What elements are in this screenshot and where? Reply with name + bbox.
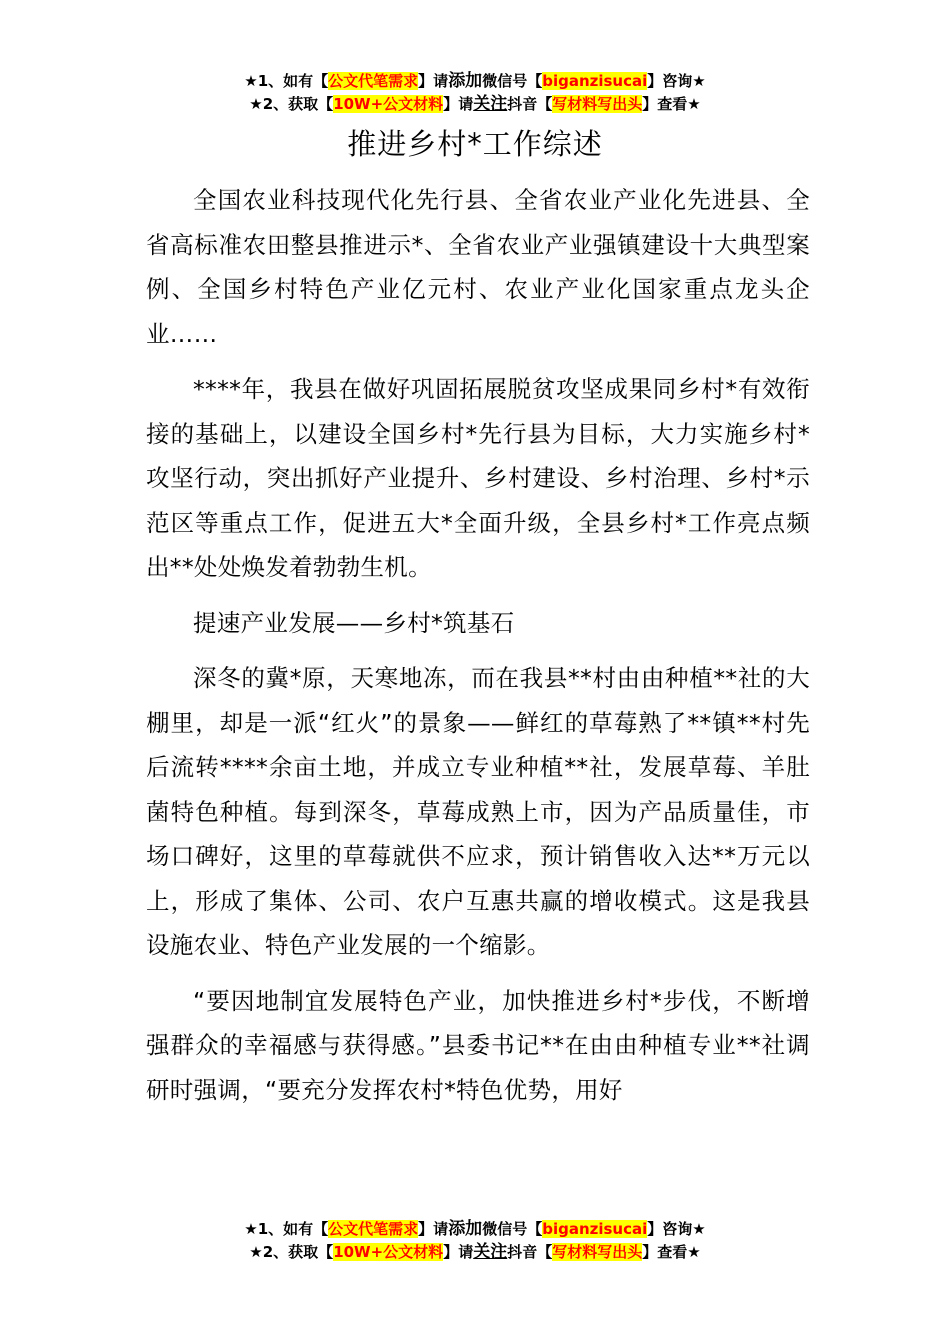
banner-highlight: biganzisucai: [542, 1220, 648, 1238]
section-heading: 提速产业发展——乡村*筑基石: [193, 608, 515, 637]
banner-text: 微信号【: [482, 72, 543, 90]
banner-line-1: [0, 70, 950, 93]
banner-text: 抖音【: [507, 1243, 553, 1261]
banner-text: 】查看★: [642, 95, 701, 113]
paragraph: 全国农业科技现代化先行县、全省农业产业化先进县、全省高标准农田整县推进示*、全省农业产业强镇建设十大典型案例、全国乡村特色产业亿元村、农业产业化国家重点龙头企业……: [146, 186, 810, 348]
banner-highlight: 公文代笔需求: [328, 1220, 419, 1238]
banner-text: 】咨询★: [647, 72, 706, 90]
banner-highlight: 10W+公文材料: [333, 1243, 444, 1261]
banner-text: 】查看★: [642, 1243, 701, 1261]
banner-line-2: [0, 1241, 950, 1264]
banner-text: ★1、如有【: [244, 72, 329, 90]
banner-text: ★2、获取【: [249, 1243, 334, 1261]
paragraph: 深冬的冀*原，天寒地冻，而在我县**村由由种植**社的大棚里，却是一派“红火”的景象——鲜红的草莓熟了**镇**村先后流转****余亩土地，并成立专业种植**社，发展草莓、羊肚菌特色种植。每到深冬，草莓成熟上市，因为产品质量佳，市场口碑好，这里的草莓就供不应求，预计销售收入达**万元以上，形成了集体、公司、农户互惠共赢的增收模式。这是我县设施农业、特色产业发展的一个缩影。: [146, 664, 810, 959]
banner-text: 】请: [443, 95, 474, 113]
banner-highlight: 写材料写出头: [552, 95, 643, 113]
banner-highlight: biganzisucai: [542, 72, 648, 90]
banner-line-1: [0, 1218, 950, 1241]
paragraph: ****年，我县在做好巩固拓展脱贫攻坚成果同乡村*有效衔接的基础上，以建设全国乡村*先行县为目标，大力实施乡村*攻坚行动，突出抓好产业提升、乡村建设、乡村治理、乡村*示范区等重点工作，促进五大*全面升级，全县乡村*工作亮点频出**处处焕发着勃勃生机。: [146, 375, 810, 581]
paragraph: “要因地制宜发展特色产业，加快推进乡村*步伐，不断增强群众的幸福感与获得感。”县委书记**在由由种植专业**社调研时强调，“要充分发挥农村*特色优势，用好: [146, 986, 810, 1104]
banner-text: 】请: [418, 1220, 449, 1238]
banner-emphasis: 添加: [448, 71, 483, 91]
banner-text: ★2、获取【: [249, 95, 334, 113]
banner-highlight: 写材料写出头: [552, 1243, 643, 1261]
header-banner: [0, 70, 950, 116]
banner-emphasis: 关注: [473, 94, 508, 114]
banner-line-2: [0, 93, 950, 116]
banner-highlight: 公文代笔需求: [328, 72, 419, 90]
banner-text: 】咨询★: [647, 1220, 706, 1238]
banner-text: 微信号【: [482, 1220, 543, 1238]
banner-text: 】请: [418, 72, 449, 90]
banner-text: 抖音【: [507, 95, 553, 113]
banner-text: ★1、如有【: [244, 1220, 329, 1238]
document-body: [146, 178, 810, 1123]
footer-banner: [0, 1218, 950, 1264]
banner-emphasis: 添加: [448, 1219, 483, 1239]
page-title: 推进乡村*工作综述: [347, 127, 603, 161]
banner-emphasis: 关注: [473, 1242, 508, 1262]
banner-text: 】请: [443, 1243, 474, 1261]
banner-highlight: 10W+公文材料: [333, 95, 444, 113]
